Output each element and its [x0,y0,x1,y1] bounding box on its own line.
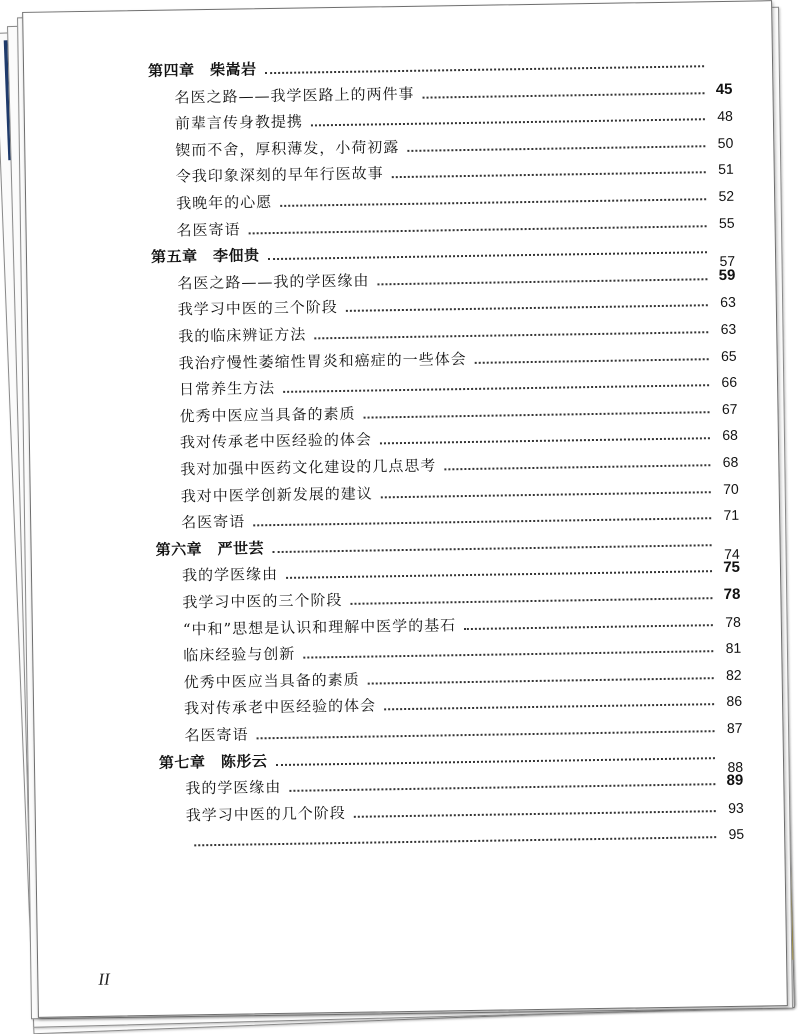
page-number: 78 [725,613,741,630]
dot-leader [265,64,704,74]
entry-title: 我的临床辨证方法 [178,325,307,346]
dot-leader [364,410,710,418]
dot-leader [346,304,708,313]
entry-title: 优秀中医应当具备的素质 [183,670,360,692]
entry-title: 我对中医学创新发展的建议 [180,484,373,506]
dot-leader [377,277,707,285]
page-number: 52 [718,187,735,205]
page-number: 70 [723,480,739,497]
page-number: 51 [718,161,734,178]
contents-page [22,0,788,1018]
page-number: 48 [717,107,733,125]
page-number: 81 [725,639,742,657]
chapter-title: 第六章 严世芸 [155,539,265,559]
entry-title: 优秀中医应当具备的素质 [179,404,356,426]
dot-leader [350,596,712,605]
page-number: 63 [720,320,737,338]
entry-title: 日常养生方法 [178,379,276,399]
dot-leader [194,836,716,847]
entry-title: 令我印象深刻的早年行医故事 [175,164,384,186]
page-number: 63 [720,294,736,311]
table-of-contents [23,1,787,1017]
page-number: 86 [726,693,743,710]
entry-title: 名医寄语 [176,220,241,240]
dot-leader [303,649,713,658]
page-number: 55 [718,214,735,231]
entry-title: 名医之路——我的学医缘由 [177,271,370,293]
entry-title: 我学习中医的三个阶段 [177,298,338,319]
page-number: 74 [724,545,740,562]
entry-title: 锲而不舍，厚积薄发，小荷初露 [175,137,400,160]
entry-title: 我治疗慢性萎缩性胃炎和癌症的一些体会 [178,349,467,373]
dot-leader [268,250,707,260]
entry-title: 我的学医缘由 [185,778,282,798]
page-folio: II [98,969,110,989]
dot-leader [272,543,711,553]
page-number: 57 [719,252,736,270]
entry-title: “中和”思想是认识和理解中医学的基石 [182,615,457,639]
dot-leader [407,144,705,152]
page-number: 75 [723,559,741,577]
dot-leader [368,676,714,684]
entry-title: 名医寄语 [181,512,246,532]
page-number: 87 [726,719,743,736]
page-number: 50 [717,134,734,151]
dot-leader [286,570,712,580]
dot-leader [253,516,711,526]
dot-leader [475,357,709,364]
dot-leader [381,490,711,498]
dot-leader [444,463,710,470]
page-number: 65 [720,347,737,364]
entry-title: 名医之路——我学医路上的两件事 [174,84,415,107]
entry-title: 临床经验与创新 [183,644,296,665]
dot-leader [354,809,716,818]
chapter-title: 第四章 柴嵩岩 [147,60,257,80]
dot-leader [275,756,714,766]
entry-title: 我学习中医的几个阶段 [185,803,346,825]
entry-title: 我对传承老中医经验的体会 [183,696,377,718]
page-number: 93 [728,799,744,816]
entry-title: 我的学医缘由 [181,565,279,585]
dot-leader [283,383,709,393]
entry-title: 前辈言传身教提携 [174,112,304,133]
chapter-title: 第七章 陈彤云 [158,751,268,772]
entry-title: 名医寄语 [184,725,249,745]
page-number: 68 [722,453,739,471]
page-number: 95 [728,826,745,843]
page-number: 78 [723,585,741,604]
page-number: 45 [715,80,733,98]
dot-leader [380,437,710,445]
page-number: 82 [725,666,742,683]
dot-leader [311,117,705,126]
page-number: 89 [726,771,744,790]
dot-leader [289,782,715,792]
dot-leader [392,171,706,179]
page-number: 66 [721,373,738,391]
page-number: 88 [727,758,744,775]
entry-title: 我对加强中医药文化建设的几点思考 [180,456,437,479]
dot-leader [423,91,705,98]
entry-title: 我对传承老中医经验的体会 [179,430,373,452]
entry-title: 我晚年的心愿 [176,193,273,213]
chapter-title: 第五章 李佃贵 [150,246,260,267]
entry-title: 我学习中医的三个阶段 [182,590,343,612]
page-number: 67 [721,400,738,417]
page-number: 68 [722,427,739,444]
dot-leader [464,623,713,630]
dot-leader [384,703,714,711]
dot-leader [314,330,708,339]
page-number: 71 [723,506,740,524]
dot-leader [280,197,706,207]
page-number: 59 [718,266,736,284]
